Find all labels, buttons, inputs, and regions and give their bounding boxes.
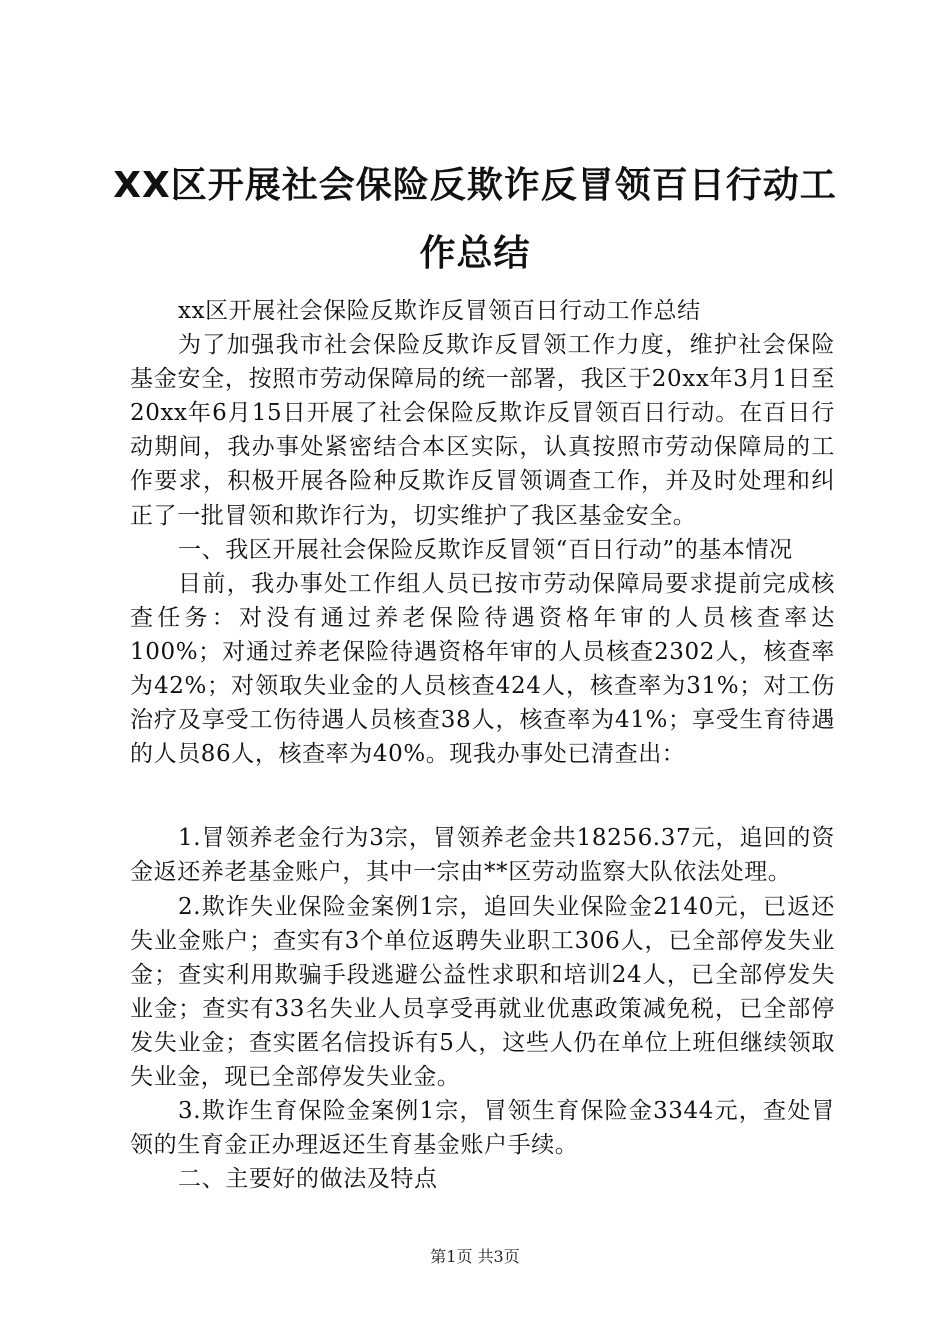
- paragraph-spacer: [130, 771, 835, 821]
- page-footer: 第1页 共3页: [430, 1247, 520, 1266]
- finding-item-3: 3.欺诈生育保险金案例1宗，冒领生育保险金3344元，查处冒领的生育金正办理返还生育基金账户手续。: [130, 1098, 835, 1159]
- intro-paragraph: 为了加强我市社会保险反欺诈反冒领工作力度，维护社会保险基金安全，按照市劳动保障局的统一部署，我区于20xx年3月1日至20xx年6月15日开展了社会保险反欺诈反冒领百日行动。在百日行动期间，我办事处紧密结合本区实际，认真按照市劳动保障局的工作要求，积极开展各险种反欺诈反冒领调查工作，并及时处理和纠正了一批冒领和欺诈行为，切实维护了我区基金安全。: [130, 332, 835, 529]
- document-body: [130, 294, 835, 1196]
- subtitle-paragraph: xx区开展社会保险反欺诈反冒领百日行动工作总结: [178, 298, 701, 324]
- finding-item-2: 2.欺诈失业保险金案例1宗，追回失业保险金2140元，已返还失业金账户；查实有3个单位返聘失业职工306人，已全部停发失业金；查实利用欺骗手段逃避公益性求职和培训24人，已全部停发失业金；查实有33名失业人员享受再就业优惠政策减免税，已全部停发失业金；查实匿名信投诉有5人，这些人仍在单位上班但继续领取失业金，现已全部停发失业金。: [130, 893, 835, 1090]
- document-title: XX区开展社会保险反欺诈反冒领百日行动工作总结: [113, 165, 837, 274]
- section-heading-1: 一、我区开展社会保险反欺诈反冒领“百日行动”的基本情况: [178, 536, 793, 563]
- verification-paragraph: 目前，我办事处工作组人员已按市劳动保障局要求提前完成核查任务：对没有通过养老保险待遇资格年审的人员核查率达100%；对通过养老保险待遇资格年审的人员核查2302人，核查率为42%；对领取失业金的人员核查424人，核查率为31%；对工伤治疗及享受工伤待遇人员核查38人，核查率为41%；享受生育待遇的人员86人，核查率为40%。现我办事处已清查出：: [130, 570, 835, 768]
- section-heading-2: 二、主要好的做法及特点: [178, 1166, 438, 1193]
- finding-item-1: 1.冒领养老金行为3宗，冒领养老金共18256.37元，追回的资金返还养老基金账户，其中一宗由**区劳动监察大队依法处理。: [130, 825, 835, 886]
